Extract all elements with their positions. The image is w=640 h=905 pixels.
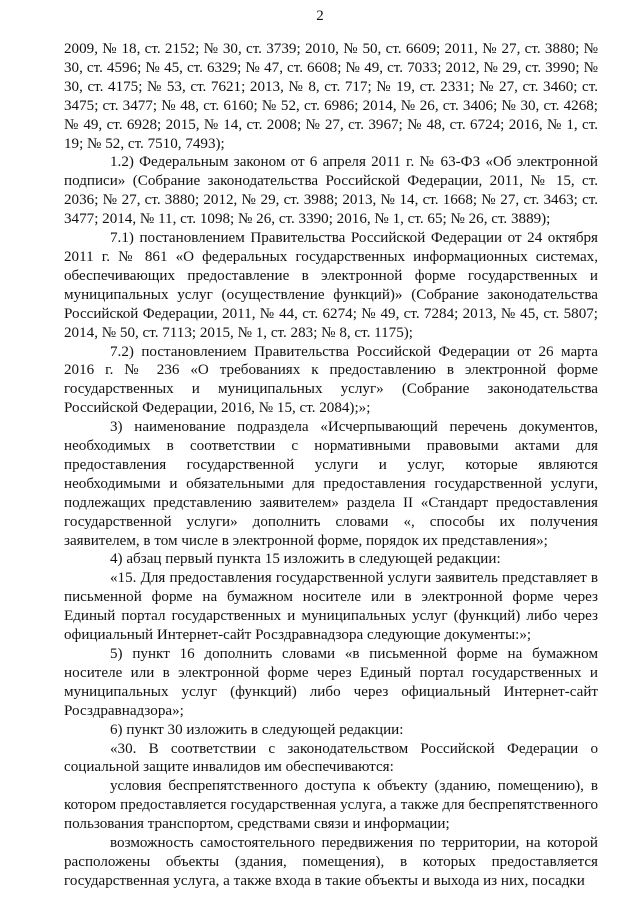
paragraph-item-7-1: 7.1) постановлением Правительства Российской Федерации от 24 октября 2011 г. № 861 «О федеральных государственных информационных системах, обеспечивающих предоставление в электронной форме государственных и муниципальных услуг (осуществление функций)» (Собрание законодательства Российской Федерации, 2011, № 44, ст. 6274; № 49, ст. 7284; 2013, № 45, ст. 5807; 2014, № 50, ст. 7113; 2015, № 1, ст. 283; № 8, ст. 1175); [64,230,598,341]
paragraph-access-conditions: условия беспрепятственного доступа к объекту (зданию, помещению), в котором предоставляется государственная услуга, а также для беспрепятственного пользования транспортом, средствами связи и информации; [64,778,598,833]
paragraph-item-6: 6) пункт 30 изложить в следующей редакции: [110,721,404,738]
paragraph-item-5: 5) пункт 16 дополнить словами «в письменной форме на бумажном носителе или в электронной форме через Единый портал государственных и муниципальных услуг (функций) либо через официальный Интернет-сайт Росздравнадзора»; [64,646,598,719]
paragraph-clause-30: «30. В соответствии с законодательством Российской Федерации о социальной защите инвалидов им обеспечиваются: [64,740,598,776]
paragraph-item-7-2: 7.2) постановлением Правительства Российской Федерации от 26 марта 2016 г. № 236 «О требованиях к предоставлению в электронной форме государственных и муниципальных услуг» (Собрание законодательства Российской Федерации, 2016, № 15, ст. 2084);»; [64,343,598,417]
paragraph-item-3: 3) наименование подраздела «Исчерпывающий перечень документов, необходимых в соответствии с нормативными правовыми актами для предоставления государственной услуги и услуг, которые являются необходимыми и обязательными для предоставления государственной услуги, подлежащих представлению заявителем» раздела II «Стандарт предоставления государственной услуги» дополнить словами «, способы их получения заявителем, в том числе в электронной форме, порядок их представления»; [64,419,598,549]
paragraph-item-4: 4) абзац первый пункта 15 изложить в следующей редакции: [110,551,501,568]
page-number: 2 [316,8,324,24]
document-body [64,40,598,891]
paragraph-citation-continuation: 2009, № 18, ст. 2152; № 30, ст. 3739; 2010, № 50, ст. 6609; 2011, № 27, ст. 3880; № 30, ст. 4596; № 45, ст. 6329; № 47, ст. 6608; № 49, ст. 7033; 2012, № 29, ст. 3990; № 30, ст. 4175; № 53, ст. 7621; 2013, № 8, ст. 717; № 19, ст. 2331; № 27, ст. 3460; ст. 3475; ст. 3477; № 48, ст. 6160; № 52, ст. 6986; 2014, № 26, ст. 3406; № 30, ст. 4268; № 49, ст. 6928; 2015, № 14, ст. 2008; № 27, ст. 3967; № 48, ст. 6724; 2016, № 1, ст. 19; № 52, ст. 7510, 7493); [64,41,598,152]
paragraph-item-1-2: 1.2) Федеральным законом от 6 апреля 2011 г. № 63-ФЗ «Об электронной подписи» (Собрание законодательства Российской Федерации, 2011, № 15, ст. 2036; № 27, ст. 3880; 2012, № 29, ст. 3988; 2013, № 14, ст. 1668; № 27, ст. 3463; ст. 3477; 2014, № 11, ст. 1098; № 26, ст. 3390; 2016, № 1, ст. 65; № 26, ст. 3889); [64,154,598,228]
paragraph-movement-possibility: возможность самостоятельного передвижения по территории, на которой расположены объекты (здания, помещения), в которых предоставляется государственная услуга, а также входа в такие объекты и выхода из них, посадки [64,835,598,889]
paragraph-clause-15: «15. Для предоставления государственной услуги заявитель представляет в письменной форме на бумажном носителе или в электронной форме через Единый портал государственных и муниципальных услуг (функций) либо через официальный Интернет-сайт Росздравнадзора следующие документы:»; [64,570,598,644]
